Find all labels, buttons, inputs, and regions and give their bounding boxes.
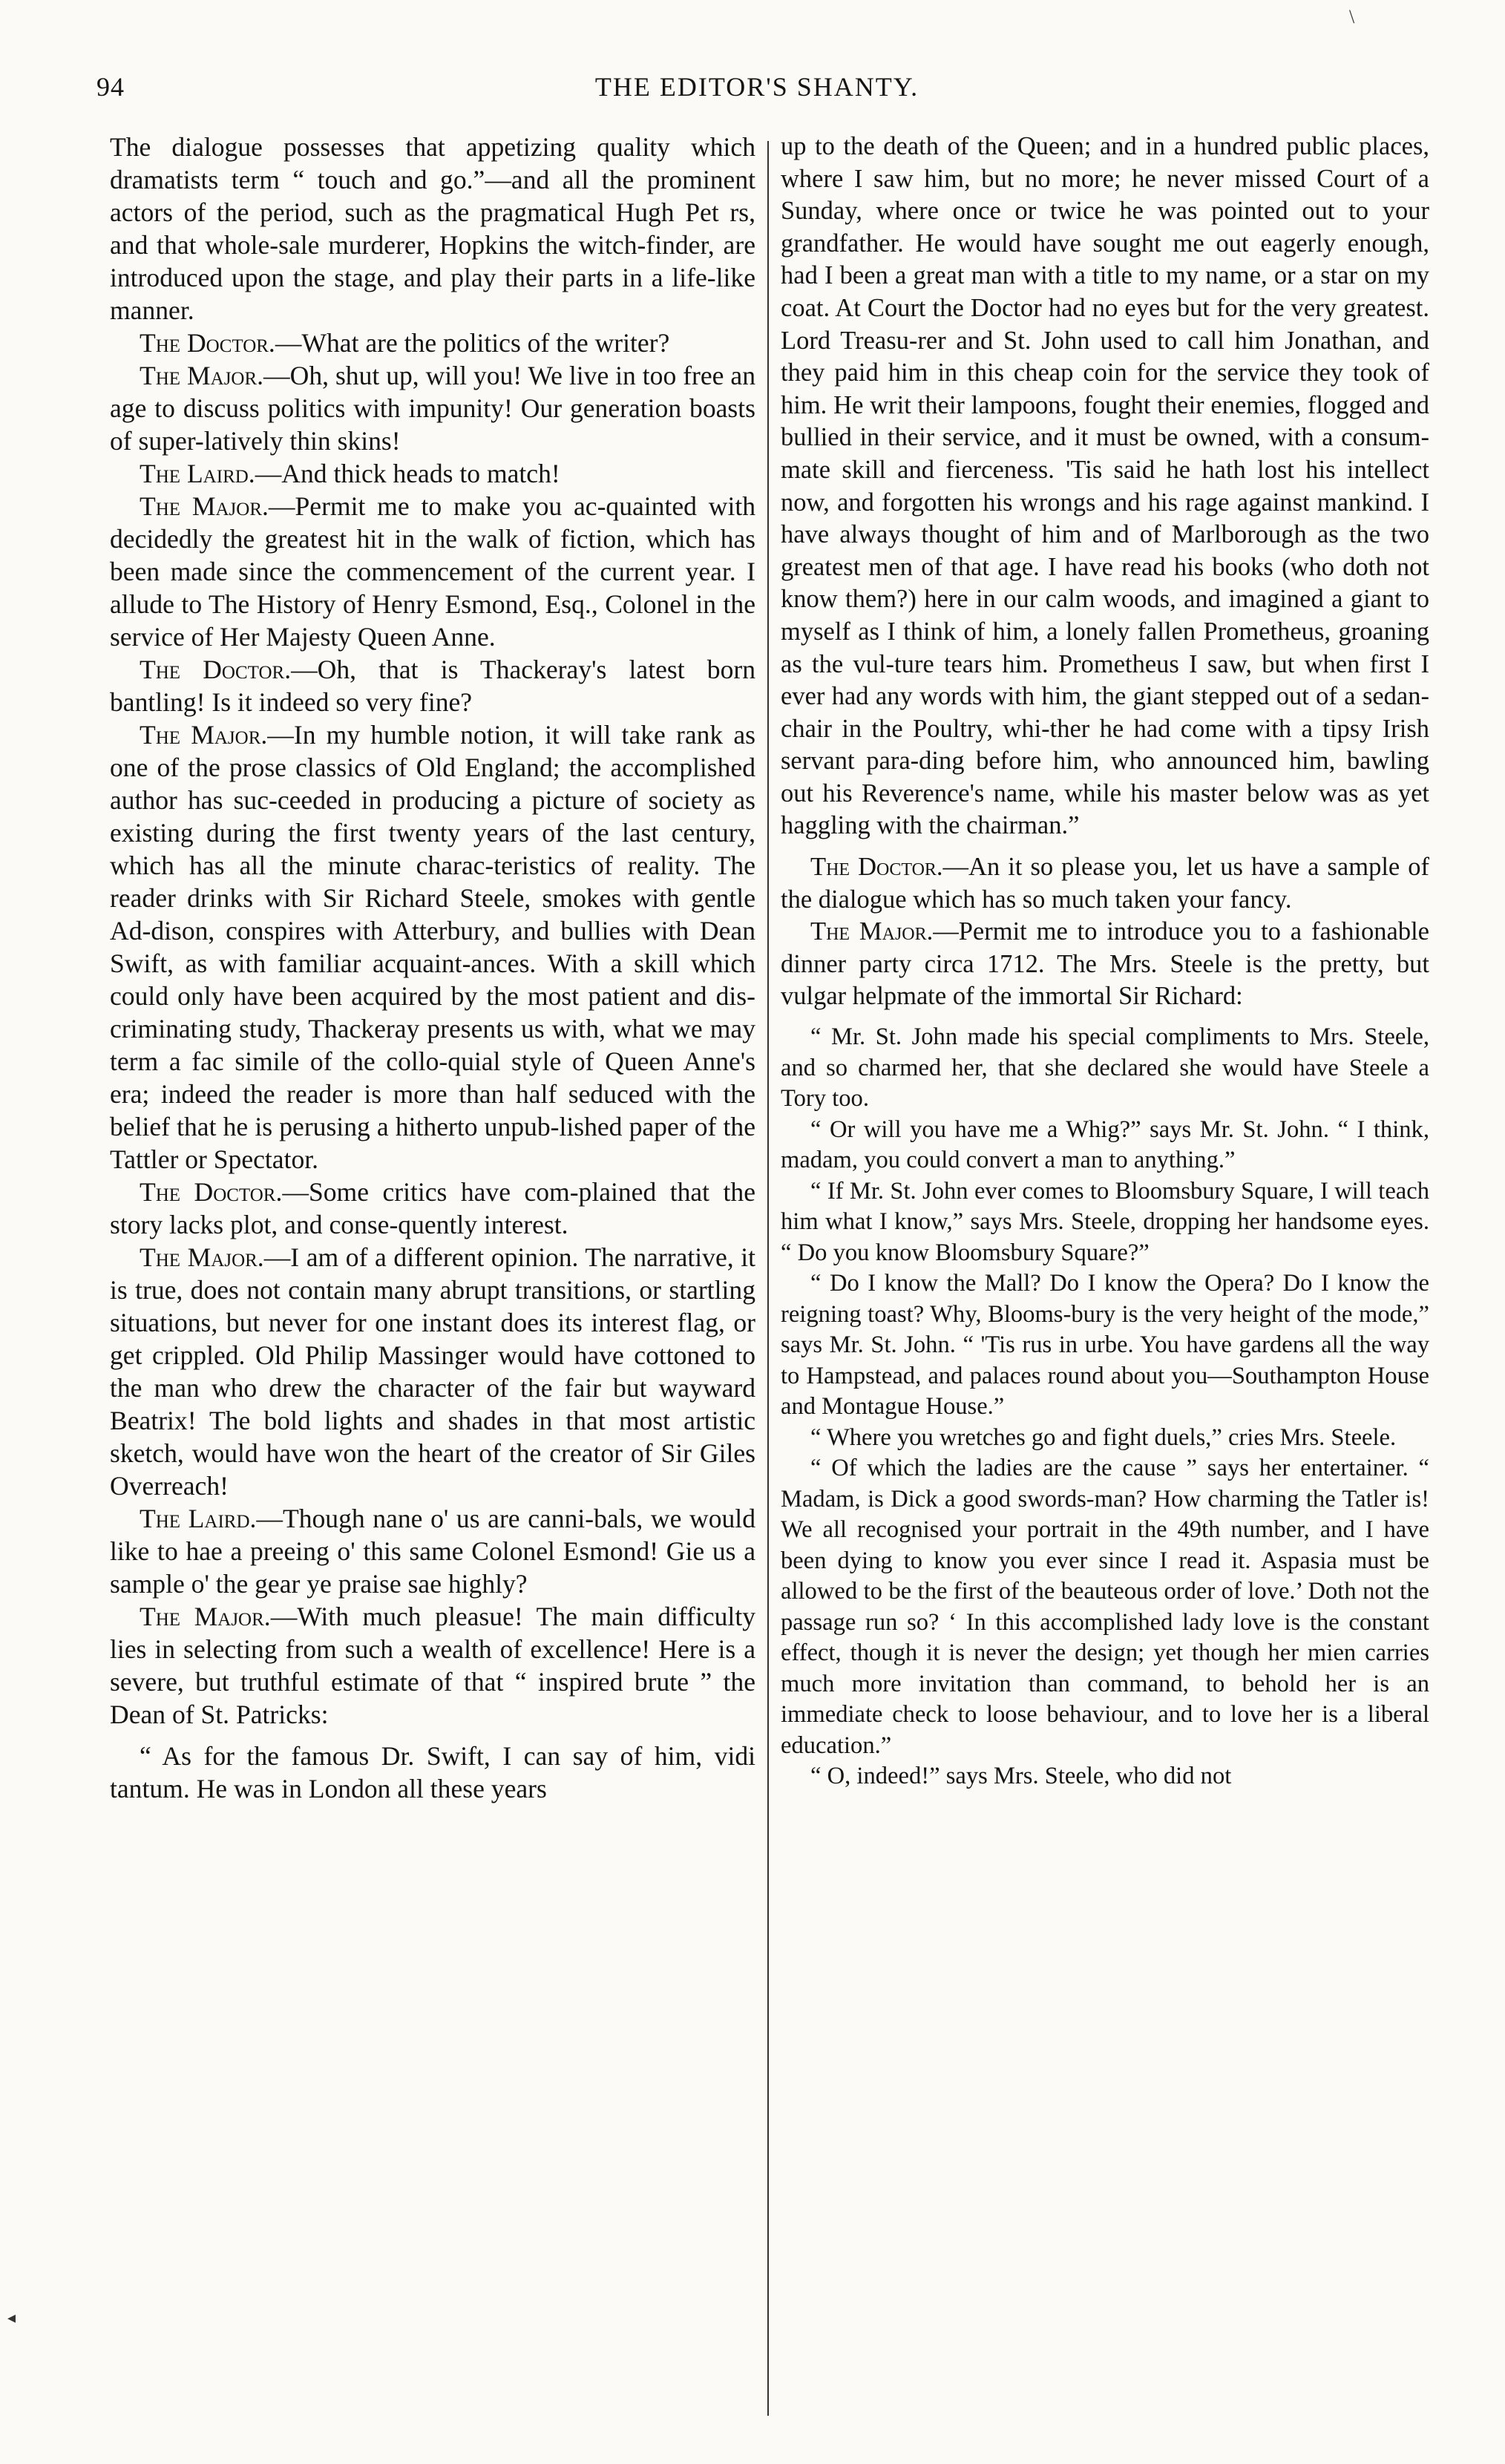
- dialogue-paragraph: The Doctor.—An it so please you, let us have a sample of the dialogue which has so much taken your fancy.: [781, 853, 1429, 914]
- margin-mark: \: [1349, 6, 1355, 27]
- quote-paragraph: “ As for the famous Dr. Swift, I can say of him, vidi tantum. He was in London all these years: [110, 1741, 755, 1803]
- dialogue-paragraph: The Major.—I am of a different opinion. The narrative, it is true, does not contain many abrupt transitions, or startling situations, but never for one instant does its interest flag, or get crippled. Old Philip Massinger would have cottoned to the man who drew the character of the fair but wayward Beatrix! The bold lights and shades in that most artistic sketch, would have won the heart of the creator of Sir Giles Overreach!: [110, 1242, 755, 1501]
- dialogue-paragraph: The Laird.—Though nane o' us are canni-bals, we would like to hae a preeing o' this same Colonel Esmond! Gie us a sample o' the gear ye praise sae highly?: [110, 1504, 755, 1599]
- speaker: The Major.: [140, 491, 269, 521]
- quote-continuation: up to the death of the Queen; and in a hundred public places, where I saw him, but no more; he never missed Court of a Sunday, where once or twice he was pointed out to your grandfather. He would have sought me out eagerly enough, had I been a great man with a title to my name, or a star on my coat. At Court the Doctor had no eyes but for the very greatest. Lord Treasu-rer and St. John used to call him Jonathan, and they paid him in this cheap coin for the service they took of him. He writ their lampoons, fought their enemies, flogged and bullied in their service, and it must be owned, with a consum-mate skill and fierceness. 'Tis said he hath lost his intellect now, and forgotten his wrongs and his rage against mankind. I have always thought of him and of Marlborough as the two greatest men of that age. I have read his books (who doth not know them?) here in our calm woods, and imagined a giant to myself as I think of him, a lonely fallen Prometheus, groaning as the vul-ture tears him. Prometheus I saw, but when first I ever had any words with him, the giant stepped out of a sedan-chair in the Poultry, whi-ther he had come with a tipsy Irish servant para-ding before him, who announced him, bawling out his Reverence's name, while his master below was as yet haggling with the chairman.”: [781, 132, 1429, 840]
- speaker: The Major.: [140, 720, 268, 750]
- running-header: [96, 71, 1417, 113]
- dialogue-paragraph: The Major.—Permit me to introduce you to a fashionable dinner party circa 1712. The Mrs. Steele is the pretty, but vulgar helpmate of the immortal Sir Richard:: [781, 917, 1429, 1011]
- margin-mark: ◂: [7, 2308, 16, 2327]
- dialogue-paragraph: The Major.—With much pleasue! The main difficulty lies in selecting from such a wealth of excellence! Here is a severe, but truthful estimate of that “ inspired brute ” the Dean of St. Patricks:: [110, 1602, 755, 1729]
- speaker: The Doctor.: [140, 655, 292, 684]
- dialogue-paragraph: The Major.—Permit me to make you ac-quainted with decidedly the greatest hit in the walk of fiction, which has been made since the commencement of the current year. I allude to The History of Henry Esmond, Esq., Colonel in the service of Her Majesty Queen Anne.: [110, 491, 755, 652]
- quote-paragraph: “ Of which the ladies are the cause ” says her entertainer. “ Madam, is Dick a good swords-man? How charming the Tatler is! We all recognised your portrait in the 49th number, and I have been dying to know you ever since I read it. Aspasia must be allowed to be the first of the beauteous order of love.’ Doth not the passage run so? ‘ In this accomplished lady love is the constant effect, though it is never the design; yet though her mien carries much more invitation than command, to behold her is an immediate check to loose behaviour, and to love her is a liberal education.”: [781, 1455, 1429, 1759]
- dialogue-paragraph: The Major.—In my humble notion, it will take rank as one of the prose classics of Old England; the accomplished author has suc-ceeded in producing a picture of society as existing during the first twenty years of the last century, which has all the minute charac-teristics of reality. The reader drinks with Sir Richard Steele, smokes with gentle Ad-dison, conspires with Atterbury, and bullies with Dean Swift, as with familiar acquaint-ances. With a skill which could only have been acquired by the most patient and dis-criminating study, Thackeray presents us with, what we may term a fac simile of the collo-quial style of Queen Anne's era; indeed the reader is more than half seduced with the belief that he is perusing a hitherto unpub-lished paper of the Tattler or Spectator.: [110, 720, 755, 1174]
- quote-paragraph: “ Where you wretches go and fight duels,” cries Mrs. Steele.: [810, 1423, 1397, 1451]
- speaker: The Laird.: [140, 459, 255, 488]
- dialogue-paragraph: The Doctor.—Some critics have com-plained that the story lacks plot, and conse-quently interest.: [110, 1177, 755, 1239]
- quote-paragraph: “ Do I know the Mall? Do I know the Opera? Do I know the reigning toast? Why, Blooms-bury is the very height of the mode,” says Mr. St. John. “ 'Tis rus in urbe. You have gardens all the way to Hampstead, and palaces round about you—Southampton House and Montague House.”: [781, 1270, 1429, 1421]
- column-rule: [767, 141, 769, 2416]
- right-column: [781, 131, 1429, 2417]
- page-number: 94: [96, 72, 125, 102]
- running-title: THE EDITOR'S SHANTY.: [594, 72, 919, 102]
- speaker: The Doctor.: [140, 328, 275, 358]
- speaker: The Major.: [140, 1602, 271, 1631]
- speaker: The Major.: [810, 917, 934, 946]
- quote-paragraph: “ Or will you have me a Whig?” says Mr. St. John. “ I think, madam, you could convert a man to anything.”: [781, 1115, 1429, 1174]
- dialogue-paragraph: The Major.—Oh, shut up, will you! We live in too free an age to discuss politics with impunity! Our generation boasts of super-latively thin skins!: [110, 361, 755, 456]
- left-column: [110, 131, 755, 2417]
- dialogue-paragraph: The Doctor.—Oh, that is Thackeray's latest born bantling! Is it indeed so very fine?: [110, 655, 755, 717]
- speaker: The Laird.: [140, 1504, 257, 1533]
- dialogue-paragraph: The Doctor.—What are the politics of the writer?: [140, 328, 670, 358]
- quote-paragraph: “ O, indeed!” says Mrs. Steele, who did not: [810, 1763, 1232, 1790]
- speaker: The Doctor.: [140, 1177, 283, 1207]
- dialogue-paragraph: The Laird.—And thick heads to match!: [140, 459, 560, 488]
- speaker: The Doctor.: [810, 853, 943, 882]
- quote-paragraph: “ If Mr. St. John ever comes to Bloomsbury Square, I will teach him what I know,” says Mrs. Steele, dropping her handsome eyes. “ Do you know Bloomsbury Square?”: [781, 1177, 1429, 1266]
- quote-paragraph: “ Mr. St. John made his special compliments to Mrs. Steele, and so charmed her, that she declared she would have Steele a Tory too.: [781, 1023, 1429, 1113]
- speaker: The Major.: [140, 1242, 264, 1272]
- paragraph: The dialogue possesses that appetizing quality which dramatists term “ touch and go.”—and all the prominent actors of the period, such as the pragmatical Hugh Pet rs, and that whole-sale murderer, Hopkins the witch-finder, are introduced upon the stage, and play their parts in a life-like manner.: [110, 132, 755, 325]
- speaker: The Major.: [140, 361, 264, 390]
